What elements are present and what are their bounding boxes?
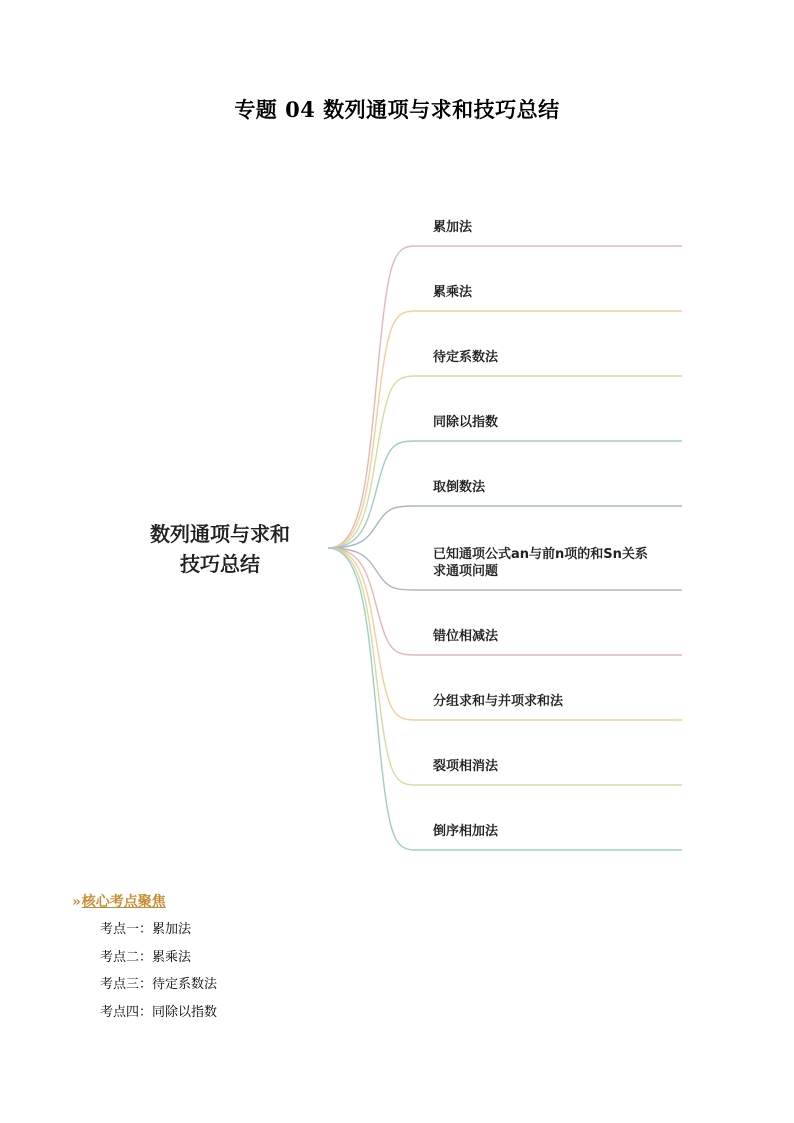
core-point-item: 考点一：累加法 — [100, 922, 192, 937]
mindmap-branch-label — [433, 628, 683, 645]
mindmap-branch-label — [433, 284, 683, 301]
mindmap-branch-label — [433, 349, 683, 366]
core-points-heading-label: 核心考点聚焦 — [81, 894, 166, 910]
mindmap-branch-label — [433, 758, 683, 775]
branch-label-line: 累加法 — [433, 220, 473, 235]
mindmap-branch-label — [433, 546, 683, 580]
mindmap-branch-label — [433, 693, 683, 710]
branch-connector — [328, 506, 682, 548]
mindmap-branch-label — [433, 823, 683, 840]
core-points-heading — [72, 891, 166, 911]
branch-label-line: 取倒数法 — [433, 480, 486, 495]
core-point-item: 考点四：同除以指数 — [100, 1004, 218, 1020]
branch-label-line: 倒序相加法 — [433, 824, 499, 839]
branch-label-line: 分组求和与并项求和法 — [433, 694, 564, 709]
branch-label-line: 错位相减法 — [433, 629, 499, 644]
double-chevron-right-icon: » — [72, 894, 81, 910]
mindmap-branch-label — [433, 479, 683, 496]
branch-label-line: 裂项相消法 — [433, 759, 499, 774]
document-title: 专题 04 数列通项与求和技巧总结 — [234, 97, 560, 122]
core-points-list — [100, 920, 217, 1030]
branch-label-line: 已知通项公式an与前n项的和Sn关系 — [433, 547, 648, 562]
branch-label-line: 累乘法 — [433, 285, 473, 300]
branch-label-line: 待定系数法 — [433, 350, 499, 365]
branch-connector — [328, 376, 682, 548]
branch-label-line: 同除以指数 — [433, 415, 499, 430]
mindmap-branch-label — [433, 219, 683, 236]
root-label-line-1: 数列通项与求和 — [150, 522, 290, 546]
branch-label-line: 求通项问题 — [433, 564, 499, 579]
mindmap-root-label — [120, 519, 320, 579]
core-point-item: 考点二：累乘法 — [100, 949, 192, 965]
mindmap-branch-label — [433, 414, 683, 431]
core-point-item: 考点三：待定系数法 — [100, 977, 218, 992]
root-label-line-2: 技巧总结 — [180, 552, 260, 576]
